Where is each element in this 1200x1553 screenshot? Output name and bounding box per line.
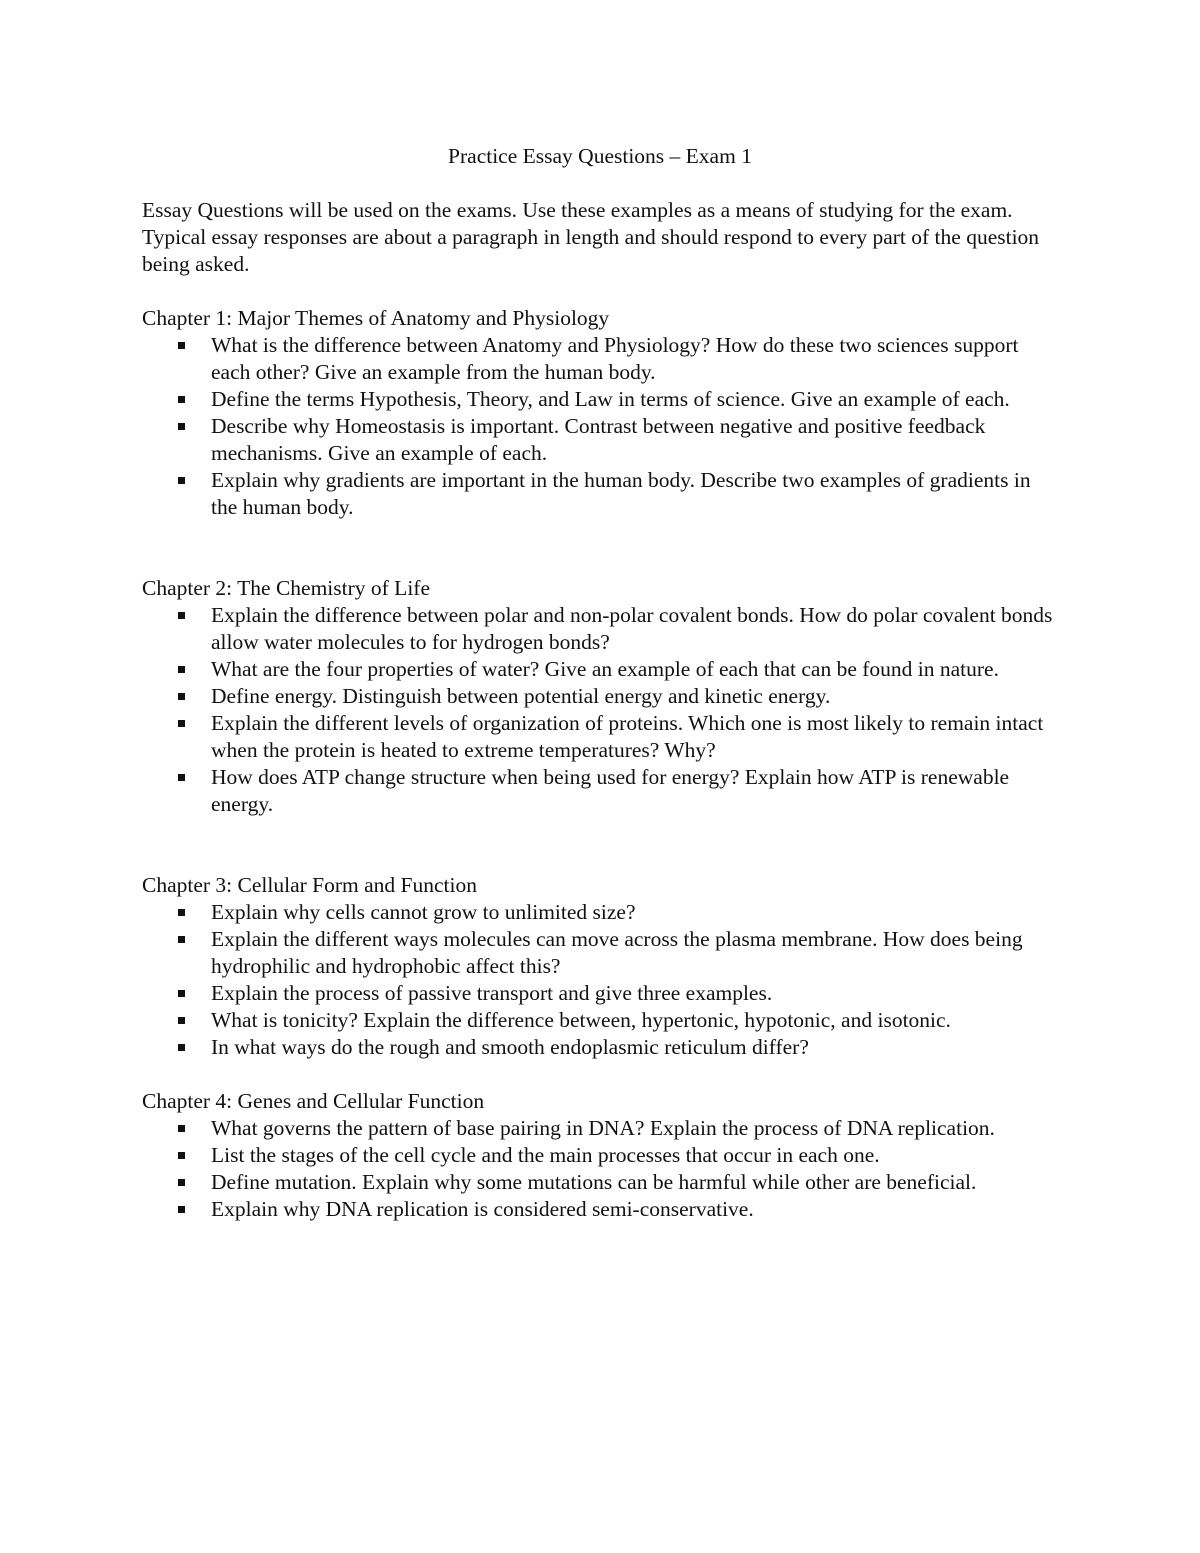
square-bullet-icon [178,1179,185,1186]
question-text: In what ways do the rough and smooth endoplasmic reticulum differ? [211,1035,809,1059]
square-bullet-icon [178,1044,185,1051]
square-bullet-icon [178,342,185,349]
question-text: Explain why gradients are important in the human body. Describe two examples of gradients in the human body. [211,468,1031,519]
square-bullet-icon [178,693,185,700]
question-item [142,332,1062,386]
chapter-heading: Chapter 3: Cellular Form and Function [142,873,477,897]
question-text: Define energy. Distinguish between potential energy and kinetic energy. [211,684,831,708]
question-text: Explain why DNA replication is considered semi-conservative. [211,1197,754,1221]
question-text: Explain the process of passive transport and give three examples. [211,981,773,1005]
page-title: Practice Essay Questions – Exam 1 [448,144,752,168]
question-text: Define mutation. Explain why some mutations can be harmful while other are beneficial. [211,1170,977,1194]
question-text: List the stages of the cell cycle and the main processes that occur in each one. [211,1143,880,1167]
square-bullet-icon [178,1125,185,1132]
question-item [142,467,1062,521]
square-bullet-icon [178,396,185,403]
question-item [142,602,1062,656]
question-text: What are the four properties of water? Give an example of each that can be found in nature. [211,657,999,681]
square-bullet-icon [178,666,185,673]
chapter-heading: Chapter 1: Major Themes of Anatomy and Physiology [142,306,610,330]
chapter-heading: Chapter 4: Genes and Cellular Function [142,1089,485,1113]
question-text: Explain the different ways molecules can move across the plasma membrane. How does being hydrophilic and hydrophobic affect this? [211,927,1023,978]
square-bullet-icon [178,990,185,997]
question-item [142,656,1062,683]
square-bullet-icon [178,909,185,916]
square-bullet-icon [178,477,185,484]
question-list [142,1115,1062,1223]
question-item [142,1034,1062,1061]
question-item [142,926,1062,980]
question-text: Describe why Homeostasis is important. Contrast between negative and positive feedback mechanisms. Give an example of each. [211,414,986,465]
question-item [142,980,1062,1007]
question-item [142,413,1062,467]
square-bullet-icon [178,423,185,430]
question-text: Explain the difference between polar and non-polar covalent bonds. How do polar covalent bonds allow water molecules to for hydrogen bonds? [211,603,1053,654]
question-text: How does ATP change structure when being used for energy? Explain how ATP is renewable energy. [211,765,1010,816]
question-item [142,1115,1062,1142]
question-list [142,899,1062,1061]
chapter-1-section [142,305,1062,521]
chapter-heading: Chapter 2: The Chemistry of Life [142,576,430,600]
question-item [142,710,1062,764]
question-text: Explain the different levels of organization of proteins. Which one is most likely to remain intact when the protein is heated to extreme temperatures? Why? [211,711,1044,762]
question-text: What is the difference between Anatomy and Physiology? How do these two sciences support each other? Give an example from the human body. [211,333,1019,384]
question-list [142,602,1062,818]
question-text: What governs the pattern of base pairing in DNA? Explain the process of DNA replication. [211,1116,995,1140]
question-item [142,1169,1062,1196]
chapter-3-section [142,872,1062,1061]
square-bullet-icon [178,774,185,781]
question-text: Define the terms Hypothesis, Theory, and Law in terms of science. Give an example of each. [211,387,1010,411]
question-item [142,683,1062,710]
question-text: What is tonicity? Explain the difference between, hypertonic, hypotonic, and isotonic. [211,1008,951,1032]
question-item [142,899,1062,926]
square-bullet-icon [178,1206,185,1213]
question-list [142,332,1062,521]
chapter-2-section [142,575,1062,818]
square-bullet-icon [178,936,185,943]
chapter-4-section [142,1088,1062,1223]
question-item [142,1196,1062,1223]
square-bullet-icon [178,1017,185,1024]
question-item [142,1142,1062,1169]
question-text: Explain why cells cannot grow to unlimited size? [211,900,636,924]
square-bullet-icon [178,1152,185,1159]
question-item [142,386,1062,413]
square-bullet-icon [178,612,185,619]
question-item [142,1007,1062,1034]
square-bullet-icon [178,720,185,727]
intro-paragraph: Essay Questions will be used on the exams. Use these examples as a means of studying for the exam. Typical essay responses are about a paragraph in length and should respond to every part of the question being asked. [142,198,1040,276]
question-item [142,764,1062,818]
